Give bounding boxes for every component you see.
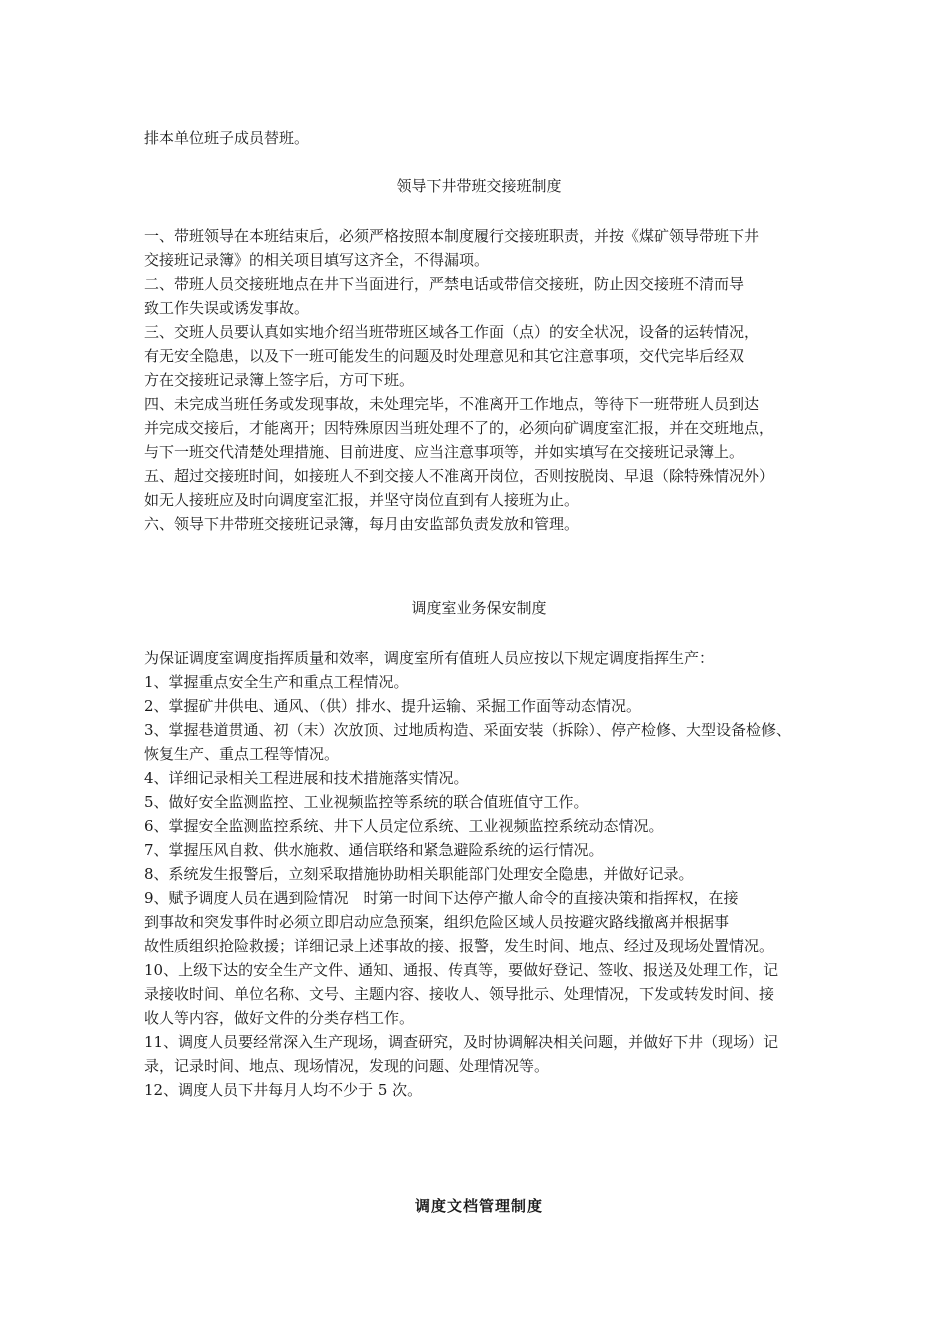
list-item: 7、掌握压风自救、供水施救、通信联络和紧急避险系统的运行情况。 xyxy=(144,841,604,859)
list-item: 收人等内容，做好文件的分类存档工作。 xyxy=(144,1009,415,1027)
paragraph-line: 方在交接班记录簿上签字后，方可下班。 xyxy=(144,371,415,389)
list-item: 9、赋予调度人员在遇到险情况 时第一时间下达停产撤人命令的直接决策和指挥权，在接 xyxy=(144,889,739,907)
paragraph-line: 有无安全隐患，以及下一班可能发生的问题及时处理意见和其它注意事项，交代完毕后经双 xyxy=(144,347,745,365)
paragraph-line: 与下一班交代清楚处理措施、目前进度、应当注意事项等，并如实填写在交接班记录簿上。 xyxy=(144,443,745,461)
list-item: 3、掌握巷道贯通、初（末）次放顶、过地质构造、采面安装（拆除）、停产检修、大型设备检修、 xyxy=(144,721,792,739)
list-item: 录，记录时间、地点、现场情况，发现的问题、处理情况等。 xyxy=(144,1057,550,1075)
paragraph-line: 五、超过交接班时间，如接班人不到交接人不准离开岗位，否则按脱岗、早退（除特殊情况外） xyxy=(144,467,775,485)
paragraph-line: 为保证调度室调度指挥质量和效率，调度室所有值班人员应按以下规定调度指挥生产： xyxy=(144,649,715,667)
list-item: 10、上级下达的安全生产文件、通知、通报、传真等，要做好登记、签收、报送及处理工作，记 xyxy=(144,961,779,979)
list-item: 5、做好安全监测监控、工业视频监控等系统的联合值班值守工作。 xyxy=(144,793,589,811)
section-title-document-management: 调度文档管理制度 xyxy=(414,1197,543,1215)
section-title-shift-handover: 领导下井带班交接班制度 xyxy=(396,177,562,195)
list-item: 故性质组织抢险救援；详细记录上述事故的接、报警，发生时间、地点、经过及现场处置情况。 xyxy=(144,937,775,955)
list-item: 11、调度人员要经常深入生产现场，调查研究，及时协调解决相关问题，并做好下井（现场）记 xyxy=(144,1033,779,1051)
list-item: 6、掌握安全监测监控系统、井下人员定位系统、工业视频监控系统动态情况。 xyxy=(144,817,664,835)
list-item: 录接收时间、单位名称、文号、主题内容、接收人、领导批示、处理情况，下发或转发时间、接 xyxy=(144,985,775,1003)
paragraph-line: 六、领导下井带班交接班记录簿，每月由安监部负责发放和管理。 xyxy=(144,515,580,533)
intro-tail-text: 排本单位班子成员替班。 xyxy=(144,129,310,147)
list-item: 4、详细记录相关工程进展和技术措施落实情况。 xyxy=(144,769,469,787)
paragraph-line: 三、交班人员要认真如实地介绍当班带班区域各工作面（点）的安全状况，设备的运转情况， xyxy=(144,323,760,341)
list-item: 到事故和突发事件时必须立即启动应急预案，组织危险区域人员按避灾路线撤离并根据事 xyxy=(144,913,730,931)
list-item: 12、调度人员下井每月人均不少于 5 次。 xyxy=(144,1081,423,1099)
list-item: 1、掌握重点安全生产和重点工程情况。 xyxy=(144,673,409,691)
paragraph-line: 并完成交接后，才能离开；因特殊原因当班处理不了的，必须向矿调度室汇报，并在交班地点， xyxy=(144,419,775,437)
section-title-dispatch-security: 调度室业务保安制度 xyxy=(411,599,547,617)
list-item: 恢复生产、重点工程等情况。 xyxy=(144,745,340,763)
paragraph-line: 一、带班领导在本班结束后，必须严格按照本制度履行交接班职责，并按《煤矿领导带班下井 xyxy=(144,227,760,245)
paragraph-line: 致工作失误或诱发事故。 xyxy=(144,299,310,317)
list-item: 8、系统发生报警后，立刻采取措施协助相关职能部门处理安全隐患，并做好记录。 xyxy=(144,865,694,883)
paragraph-line: 如无人接班应及时向调度室汇报，并坚守岗位直到有人接班为止。 xyxy=(144,491,580,509)
list-item: 2、掌握矿井供电、通风、（供）排水、提升运输、采掘工作面等动态情况。 xyxy=(144,697,642,715)
paragraph-line: 四、未完成当班任务或发现事故，未处理完毕，不准离开工作地点，等待下一班带班人员到达 xyxy=(144,395,760,413)
paragraph-line: 交接班记录簿》的相关项目填写这齐全，不得漏项。 xyxy=(144,251,490,269)
paragraph-line: 二、带班人员交接班地点在井下当面进行，严禁电话或带信交接班，防止因交接班不清而导 xyxy=(144,275,745,293)
